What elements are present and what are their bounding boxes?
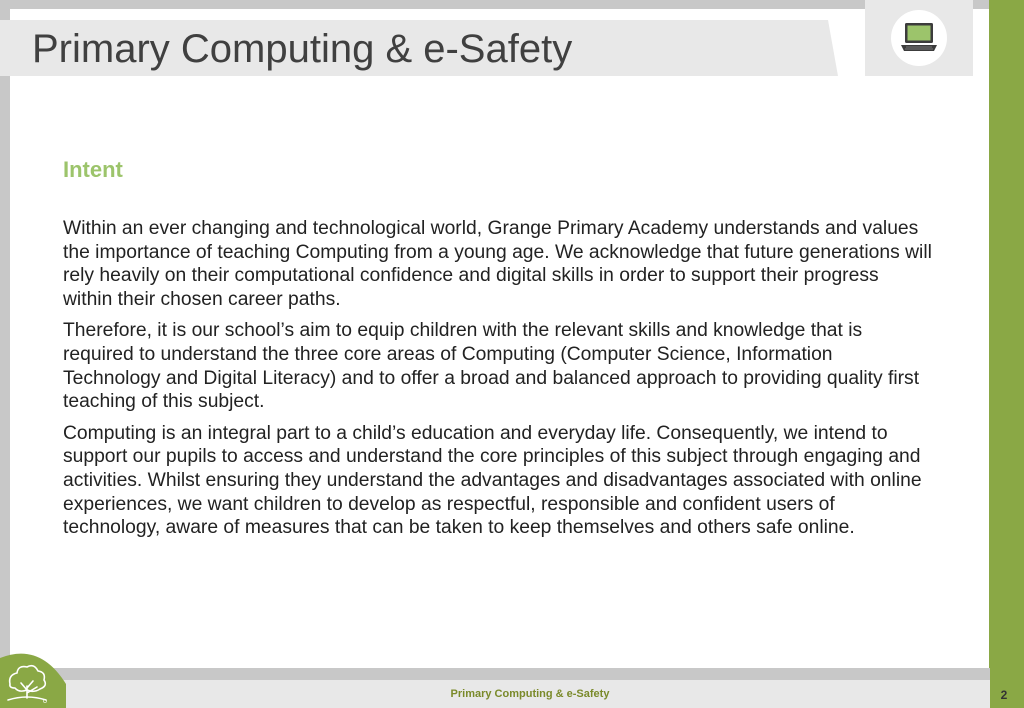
laptop-icon: [899, 21, 939, 55]
footer-strip: [0, 668, 990, 680]
tree-logo-icon: [0, 646, 66, 708]
laptop-icon-badge: [891, 10, 947, 66]
top-border-bar: [0, 0, 990, 9]
page-title: Primary Computing & e-Safety: [32, 27, 573, 71]
paragraph: Computing is an integral part to a child’s education and everyday life. Consequently, we intend to support our pupils to access and understand the core principles of this subject through engaging and activities. Whilst ensuring they understand the advantages and disadvantages associated with online experiences, we want children to develop as respectful, responsible and confident users of technology, aware of measures that can be taken to keep themselves and others safe online.: [63, 422, 922, 539]
body-text: [63, 217, 933, 548]
left-border-bar: [0, 0, 10, 660]
section-heading: Intent: [63, 157, 123, 182]
page-number: 2: [1000, 688, 1008, 702]
footer-title: Primary Computing & e-Safety: [450, 688, 610, 700]
paragraph: Therefore, it is our school’s aim to equip children with the relevant skills and knowledge that is required to understand the three core areas of Computing (Computer Science, Information Technology and Digital Literacy) and to offer a broad and balanced approach to providing quality first teaching of this subject.: [63, 320, 920, 413]
right-accent-bar: [989, 0, 1024, 708]
paragraph: Within an ever changing and technological world, Grange Primary Academy understands and values the importance of teaching Computing from a young age. We acknowledge that future generations will rely heavily on their computational confidence and digital skills in order to support their progress within their chosen career paths.: [63, 218, 932, 310]
